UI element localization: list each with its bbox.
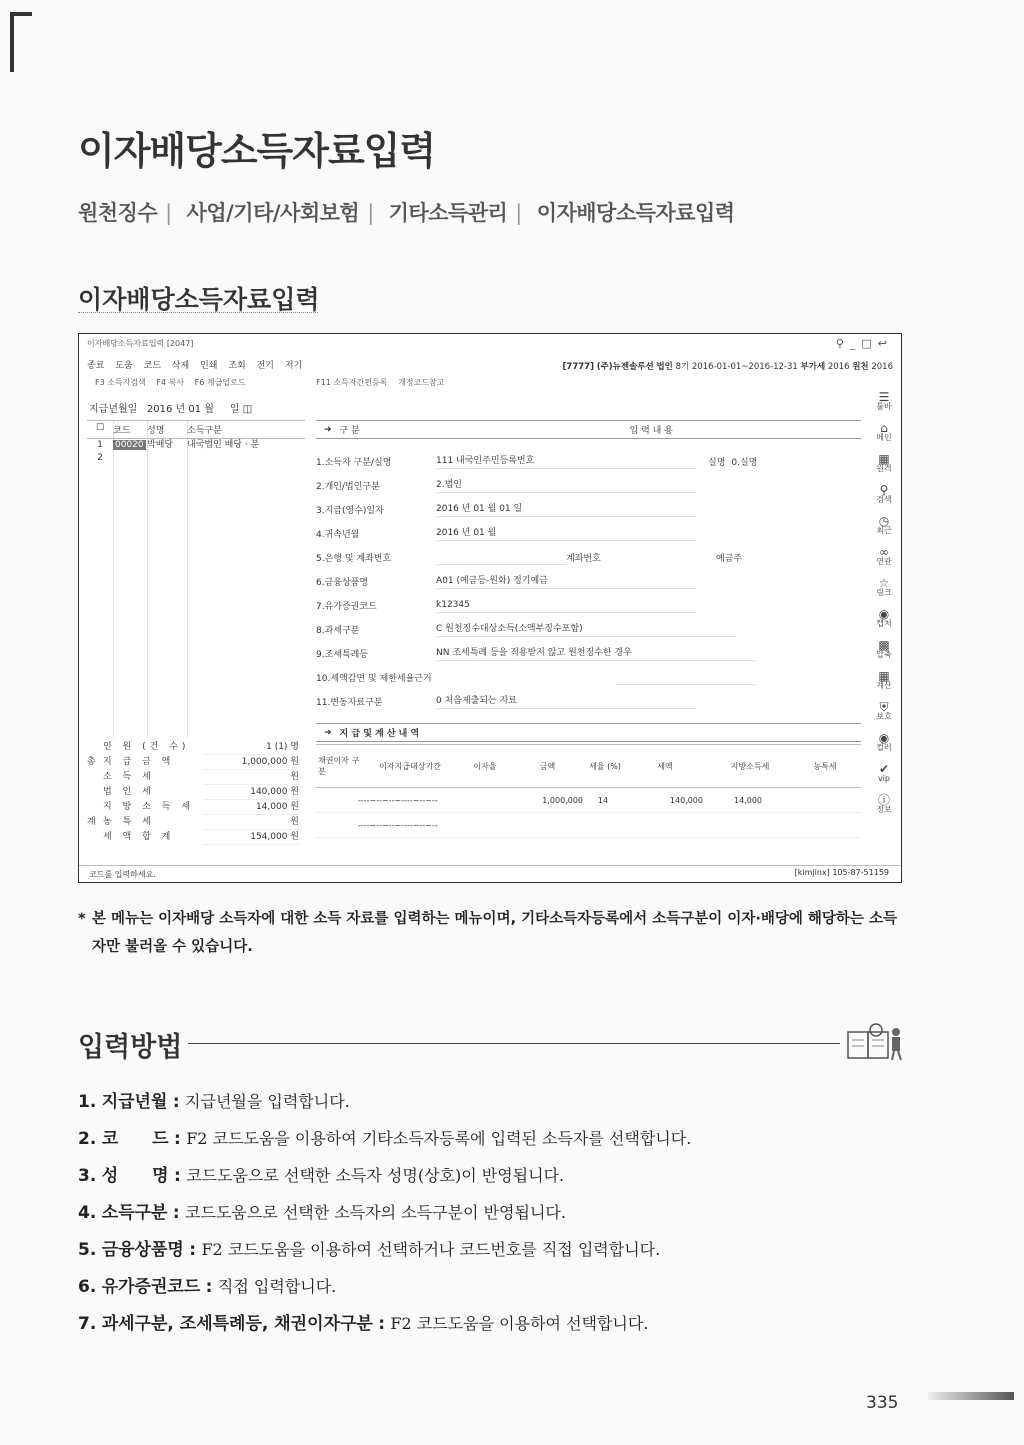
clock-icon[interactable]: ◷ 최근	[876, 514, 892, 535]
calc-row[interactable]: ----~--~--~----~--~-- 1,000,000 14 140,000 14,000	[316, 788, 861, 813]
info-icon[interactable]: ⓘ 정보	[876, 793, 892, 814]
breadcrumb-item: 사업/기타/사회보험	[186, 201, 360, 225]
window-title: 이자배당소득자료입력 [2047]	[87, 339, 194, 348]
calendar-icon[interactable]: ◫	[242, 404, 253, 415]
book-reader-icon	[846, 1022, 904, 1062]
delete-button[interactable]: 삭제	[171, 361, 190, 371]
page-title: 이자배당소득자료입력	[78, 129, 436, 173]
calc-header: ➜ 지 급 및 계 산 내 역	[316, 723, 861, 742]
step-item: 7. 과세구분, 조세특례등, 채권이자구분 : F2 코드도움을 이용하여 선택합니다.	[78, 1314, 649, 1334]
camera-icon[interactable]: ◉ 캡처	[876, 607, 892, 628]
grid-row[interactable]: 2	[97, 453, 103, 463]
prev-button[interactable]: 전기	[256, 361, 274, 371]
link-icon[interactable]: ∞ 연관	[876, 545, 892, 566]
input-form	[316, 420, 861, 742]
print-button[interactable]: 인쇄	[200, 361, 218, 371]
step-item: 1. 지급년월 : 지급년월을 입력합니다.	[78, 1092, 350, 1112]
form-row: 6.금융상품명 A01 (예금등-원화) 정기예금	[316, 573, 696, 589]
form-row: 1.소득자 구분/실명 111 내국인주민등록번호 실명 0.실명	[316, 455, 758, 468]
breadcrumb-item: 원천징수	[78, 201, 158, 225]
form-input[interactable]: 2016 년 01 월 01 일	[436, 502, 696, 517]
code-button[interactable]: 코드	[143, 361, 161, 371]
step-item: 4. 소득구분 : 코드도움으로 선택한 소득자의 소득구분이 반영됩니다.	[78, 1203, 566, 1223]
revision-code-button[interactable]: 개정코드참고	[398, 378, 445, 387]
f6-button[interactable]: F6 계급업로드	[194, 378, 246, 387]
form-input[interactable]	[436, 550, 566, 565]
calc-table	[316, 744, 861, 838]
grid-row[interactable]: 1 00020 박배당 내국법인 배당 · 분	[87, 439, 305, 452]
exit-icon[interactable]: ↩	[877, 337, 893, 350]
search-icon[interactable]: ⚲	[835, 337, 850, 350]
step-item: 6. 유가증권코드 : 직접 입력합니다.	[78, 1277, 337, 1297]
toolbar-menu-icon[interactable]: ☰ 툴바	[876, 390, 892, 411]
form-row: 5.은행 및 계좌번호 계좌번호 예금주	[316, 549, 742, 565]
name-cell: 박배당	[147, 440, 174, 450]
code-cell[interactable]: 00020	[115, 440, 144, 450]
shield-icon[interactable]: ⛨ 보호	[876, 700, 892, 721]
help-button[interactable]: 도움	[115, 361, 133, 371]
form-row: 10.세액감면 및 제한세율근거	[316, 669, 756, 685]
corner-mark-top	[10, 12, 32, 16]
palette-icon[interactable]: ◉ 컬러	[876, 731, 892, 752]
note: * 본 메뉴는 이자배당 소득자에 대한 소득 자료를 입력하는 메뉴이며, 기타소득자등록에서 소득구분이 이자·배당에 해당하는 소득자만 불러올 수 있습니다.	[78, 905, 908, 961]
step-item: 2. 코 드 : F2 코드도움을 이용하여 기타소득자등록에 입력된 소득자를 선택합니다.	[78, 1129, 692, 1149]
form-row: 9.조세특례등 NN 조세특례 등을 적용받지 않고 원천징수한 경우	[316, 645, 756, 661]
corner-mark	[10, 12, 14, 72]
pay-date: 지급년월일 2016 년 01 월 일 ◫	[89, 404, 253, 415]
breadcrumb: 원천징수 | 사업/기타/사회보험 | 기타소득관리 | 이자배당소득자료입력	[78, 201, 735, 225]
step-item: 5. 금융상품명 : F2 코드도움을 이용하여 선택하거나 코드번호를 직접 입력합니다.	[78, 1240, 661, 1260]
note-text: 본 메뉴는 이자배당 소득자에 대한 소득 자료를 입력하는 메뉴이며, 기타소득자등록에서 소득구분이 이자·배당에 해당하는 소득자만 불러올 수 있습니다.	[92, 911, 898, 955]
realname-input[interactable]: 0.실명	[731, 457, 758, 468]
section-underline	[78, 312, 318, 313]
search-button[interactable]: 조회	[228, 361, 246, 371]
form-row: 7.유가증권코드 k12345	[316, 597, 696, 613]
zip-icon[interactable]: ▩ 압축	[876, 638, 892, 659]
f3-button[interactable]: F3 소득자검색	[95, 378, 146, 387]
side-menu	[871, 392, 897, 826]
section-title: 이자배당소득자료입력	[78, 285, 320, 314]
status-message: 코드를 입력하세요.	[89, 870, 156, 879]
toolbar	[87, 358, 310, 371]
magnifier-icon[interactable]: ⚲ 검색	[876, 483, 892, 504]
form-input[interactable]: k12345	[436, 598, 696, 613]
form-input[interactable]: NN 조세특례 등을 적용받지 않고 원천징수한 경우	[436, 646, 756, 661]
form-input[interactable]: 2016 년 01 월	[436, 526, 696, 541]
form-input[interactable]: A01 (예금등-원화) 정기예금	[436, 574, 696, 589]
company-info: [7777] (주)뉴젠솔루션 법인 8기 2016-01-01~2016-12-31 부가세 2016 원천 2016	[562, 362, 893, 372]
form-input[interactable]: 2.법인	[436, 478, 696, 493]
form-input[interactable]: 111 내국인주민등록번호	[436, 454, 696, 469]
form-input[interactable]: C 원천징수대상소득(소액부징수포함)	[436, 622, 736, 637]
program-window	[78, 333, 902, 883]
star-icon[interactable]: ☆ 링크	[876, 576, 892, 597]
form-fields	[316, 439, 861, 719]
breadcrumb-item: 이자배당소득자료입력	[536, 201, 735, 225]
form-row: 3.지급(영수)일자 2016 년 01 월 01 일	[316, 501, 696, 517]
f11-button[interactable]: F11 소득자간편등록	[316, 378, 388, 387]
status-bar	[79, 865, 901, 882]
minimize-icon[interactable]: _	[849, 337, 862, 350]
form-row: 4.귀속년월 2016 년 01 월	[316, 525, 696, 541]
method-divider	[188, 1043, 840, 1044]
form-row: 2.개인/법인구분 2.법인	[316, 477, 696, 493]
next-button[interactable]: 저기	[284, 361, 303, 371]
page-bar	[928, 1392, 1014, 1400]
home-icon[interactable]: ⌂ 메인	[876, 421, 892, 442]
breadcrumb-item: 기타소득관리	[388, 201, 508, 225]
method-steps	[78, 1088, 938, 1347]
pay-year-input[interactable]: 2016	[146, 404, 173, 415]
form-input[interactable]	[616, 670, 756, 685]
remote-icon[interactable]: ▦ 원격	[876, 452, 892, 473]
calc-table-header: 채권이자 구분 이자지급대상기간 이자율 금액 세율 (%) 세액 지방소득세 농특세	[316, 745, 861, 788]
calculator-icon[interactable]: ▦ 계산	[876, 669, 892, 690]
step-item: 3. 성 명 : 코드도움으로 선택한 소득자 성명(상호)이 반영됩니다.	[78, 1166, 565, 1186]
window-controls	[836, 337, 893, 350]
form-row: 11.변동자료구분 0 처음제출되는 자료	[316, 693, 696, 709]
status-info: [kimjinx] 105-87-51159	[794, 868, 889, 877]
form-input[interactable]: 0 처음제출되는 자료	[436, 694, 696, 709]
vip-icon[interactable]: ✔ vip	[877, 762, 891, 783]
form-header: ➜ 구 분 입 력 내 용	[316, 420, 861, 439]
pay-month-input[interactable]: 01	[188, 404, 202, 415]
function-keys	[95, 377, 452, 388]
income-type-cell: 내국법인 배당 · 분	[187, 440, 260, 450]
maximize-icon[interactable]: □	[861, 337, 878, 350]
calc-row[interactable]: ----~--~--~----~--~--	[316, 813, 861, 838]
page-number: 335	[866, 1393, 899, 1413]
f4-button[interactable]: F4 복사	[156, 378, 185, 387]
grid-header: ☐ 코드 성명 소득구분	[87, 421, 305, 439]
income-earner-grid	[87, 420, 305, 739]
form-row: 8.과세구분 C 원천징수대상소득(소액부징수포함)	[316, 621, 736, 637]
method-title: 입력방법	[78, 1032, 183, 1063]
summary-panel: 인 원 (건 수) 1 (1) 명 총 지 급 금 액 1,000,000 원 소 득 세 원 법 인 세 140,000 원 지 방 소 득 세 14,000 원 계 농 특 세 원 세 액 합 계 154,000 원	[87, 740, 312, 845]
close-button[interactable]: 종료	[87, 361, 105, 371]
